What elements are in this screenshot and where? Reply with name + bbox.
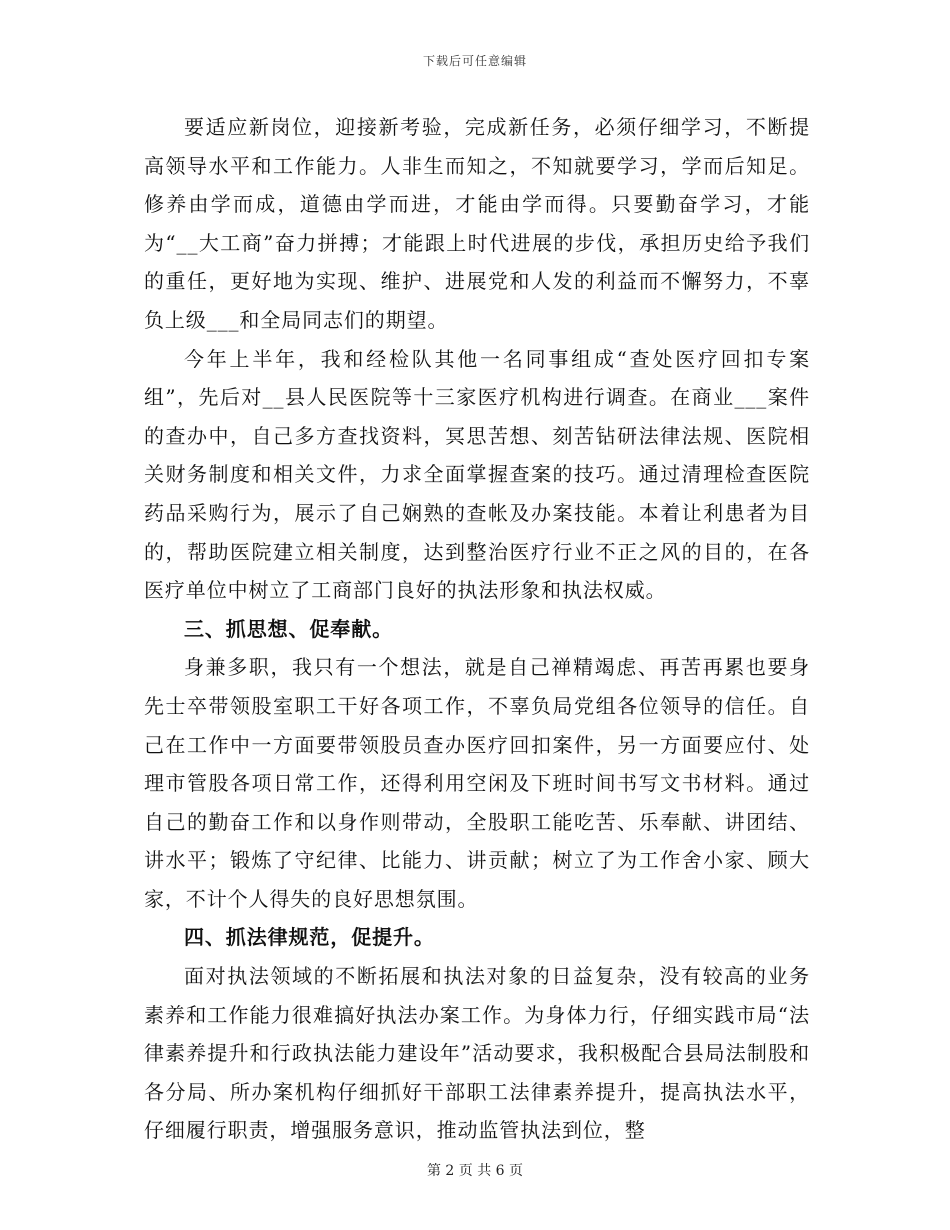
paragraph-medical-case: 今年上半年，我和经检队其他一名同事组成“查处医疗回扣专案组”，先后对__县人民医院等十三家医疗机构进行调查。在商业___案件的查办中，自己多方查找资料，冥思苦想、刻苦钻研法律法规、医院相关财务制度和相关文件，力求全面掌握查案的技巧。通过清理检查医院药品采购行为，展示了自己娴熟的查帐及办案技能。本着让利患者为目的，帮助医院建立相关制度，达到整治医疗行业不正之风的目的，在各医疗单位中树立了工商部门良好的执法形象和执法权威。 — [144, 346, 810, 603]
paragraph-law-enforcement: 面对执法领域的不断拓展和执法对象的日益复杂，没有较高的业务素养和工作能力很难搞好执法办案工作。为身体力行，仔细实践市局“法律素养提升和行政执法能力建设年”活动要求，我积极配合县局法制股和各分局、所办案机构仔细抓好干部职工法律素养提升，提高执法水平，仔细履行职责，增强服务意识，推动监管执法到位，整 — [144, 964, 810, 1143]
paragraph-dedication: 身兼多职，我只有一个想法，就是自己禅精竭虑、再苦再累也要身先士卒带领股室职工干好各项工作，不辜负局党组各位领导的信任。自己在工作中一方面要带领股员查办医疗回扣案件，另一方面要应付、处理市管股各项日常工作，还得利用空闲及下班时间书写文书材料。通过自己的勤奋工作和以身作则带动，全股职工能吃苦、乐奉献、讲团结、讲水平；锻炼了守纪律、比能力、讲贡献；树立了为工作舍小家、顾大家，不计个人得失的良好思想氛围。 — [144, 655, 810, 911]
section-heading-4: 四、抓法律规范，促提升。 — [184, 925, 435, 950]
paragraph-study: 要适应新岗位，迎接新考验，完成新任务，必须仔细学习，不断提高领导水平和工作能力。人非生而知之，不知就要学习，学而后知足。修养由学而成，道德由学而进，才能由学而得。只要勤奋学习，才能为“__大工商”奋力拼搏；才能跟上时代进展的步伐，承担历史给予我们的重任，更好地为实现、维护、进展党和人发的利益而不懈努力，不辜负上级___和全局同志们的期望。 — [144, 115, 810, 332]
document-body — [144, 108, 810, 1150]
section-heading-3: 三、抓思想、促奉献。 — [184, 616, 393, 641]
page-header-note: 下载后可任意编辑 — [422, 54, 527, 68]
page-number: 第 2 页 共 6 页 — [426, 1163, 524, 1179]
